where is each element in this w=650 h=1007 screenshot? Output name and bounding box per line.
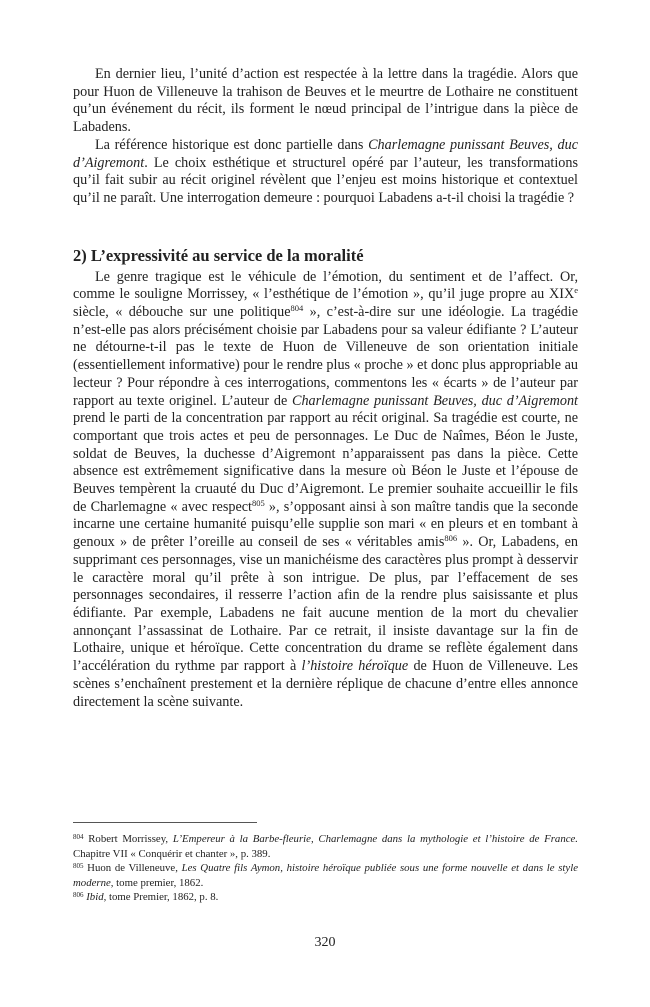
footnote-number: 804 — [73, 833, 84, 841]
footnote-text: Chapitre VII « Conquérir et chanter », p. 389. — [73, 847, 271, 860]
paragraph-text: La référence historique est donc partielle dans — [95, 136, 369, 153]
footnote-806 — [73, 890, 578, 905]
paragraph-3 — [73, 269, 578, 712]
paragraph-text: prend le parti de la concentration par rapport au récit original. Sa tragédie est courte, ne comportant que trois actes et peu de personnages. Le Duc de Naîmes, Béon le Juste, soldat de Beuves, la duchesse d’Aigremont n’apparaissent pas dans la pièce. Cette absence est extrêmement significative dans la mesure où Béon le Juste et l’épouse de Beuves tempèrent la cruauté du Duc d’Aigremont. Le premier souhaite accueillir le fils de Charlemagne « avec respect — [73, 410, 578, 515]
footnote-italic: L’Empereur à la Barbe-fleurie, Charlemagne dans la mythologie et l’histoire de France. — [172, 833, 579, 845]
footnote-ref-806[interactable]: 806 — [444, 533, 458, 544]
italic-title: Charlemagne punissant Beuves, duc d’Aigremont — [73, 136, 578, 171]
paragraph-text: », s’opposant ainsi à son maître tandis que la seconde incarne une certaine humanité puisqu’elle supplie son mari « en pleurs et en tombant à genoux » de prêter l’oreille au conseil de ses « véritables amis — [73, 498, 578, 551]
italic-title: Charlemagne punissant Beuves, duc d’Aigremont — [292, 392, 578, 409]
italic-title: l’histoire héroïque — [301, 658, 409, 675]
footnote-text: Huon de Villeneuve, — [83, 862, 182, 875]
paragraph-text: », c’est-à-dire sur une idéologie. La tragédie n’est-elle pas alors précisément choisie par Labadens pour sa valeur édifiante ? L’auteur ne détourne-t-il pas le texte de Huon de Villeneuve de son orientation initiale (essentiellement informative) pour le rendre plus « proche » et donc plus appropriable au lecteur ? Pour répondre à ces interrogations, commentons les « écarts » de l’auteur par rapport au texte originel. L’auteur de — [73, 304, 578, 409]
paragraph-text: ». Or, Labadens, en supprimant ces personnages, vise un manichéisme des caractères plus prompt à desservir le caractère moral qu’il prête à son intrigue. De plus, par l’effacement de ses personnages secondaires, il resserre l’action afin de la rendre plus saisissante et plus édifiante. Par exemple, Labadens ne fait aucune mention de la mort du chevalier annonçant l’assassinat de Lothaire. Par ce retrait, il insiste davantage sur la fin de Lothaire, unique et héroïque. Cette concentration du drame se reflète également dans l’accélération du rythme par rapport à — [73, 534, 578, 675]
footnote-divider — [73, 822, 257, 823]
page-body — [73, 66, 578, 711]
paragraph-2 — [73, 137, 578, 208]
footnote-italic: Les Quatre fils Aymon, histoire héroïque publiée sous une forme nouvelle et dans le style moderne, — [73, 862, 578, 889]
paragraph-text: Le genre tragique est le véhicule de l’émotion, du sentiment et de l’affect. Or, comme le souligne Morrissey, « l’esthétique de l’émotion », qu’il juge propre au XIX — [73, 268, 578, 303]
footnote-number: 806 — [73, 891, 84, 900]
paragraph-text: . Le choix esthétique et structurel opéré par l’auteur, les transformations qu’il fait subir au récit originel révèlent que l’enjeu est moins historique et contextuel qu’il ne paraît. Une interrogation demeure : pourquoi Labadens a-t-il choisi la tragédie ? — [73, 154, 578, 206]
section-heading: 2) L’expressivité au service de la moralité — [73, 245, 364, 265]
paragraph-1 — [73, 66, 578, 137]
page-number: 320 — [314, 935, 336, 950]
paragraph-text: En dernier lieu, l’unité d’action est respectée à la lettre dans la tragédie. Alors que pour Huon de Villeneuve la trahison de Beuves et le meurtre de Lothaire ne constituent qu’un événement du récit, ils forment le nœud principal de l’intrigue dans la pièce de Labadens. — [73, 66, 578, 136]
footnote-text: tome premier, 1862. — [113, 876, 204, 889]
footnote-text: tome Premier, 1862, p. 8. — [106, 891, 219, 904]
footnote-number: 805 — [73, 862, 84, 871]
footnotes — [73, 832, 578, 905]
paragraph-text: siècle, « débouche sur une politique — [73, 304, 291, 321]
footnote-ref-805[interactable]: 805 — [252, 497, 265, 508]
superscript: e — [574, 285, 578, 296]
footnote-804 — [73, 832, 578, 861]
footnote-ref-804[interactable]: 804 — [290, 303, 304, 314]
footnote-805 — [73, 861, 578, 890]
footnote-text: Robert Morrissey, — [83, 833, 173, 845]
footnote-italic: Ibid, — [86, 891, 107, 904]
paragraph-text: de Huon de Villeneuve. Les scènes s’enchaînent prestement et la dernière réplique de chacune d’entre elles annonce directement la scène suivante. — [73, 658, 578, 710]
